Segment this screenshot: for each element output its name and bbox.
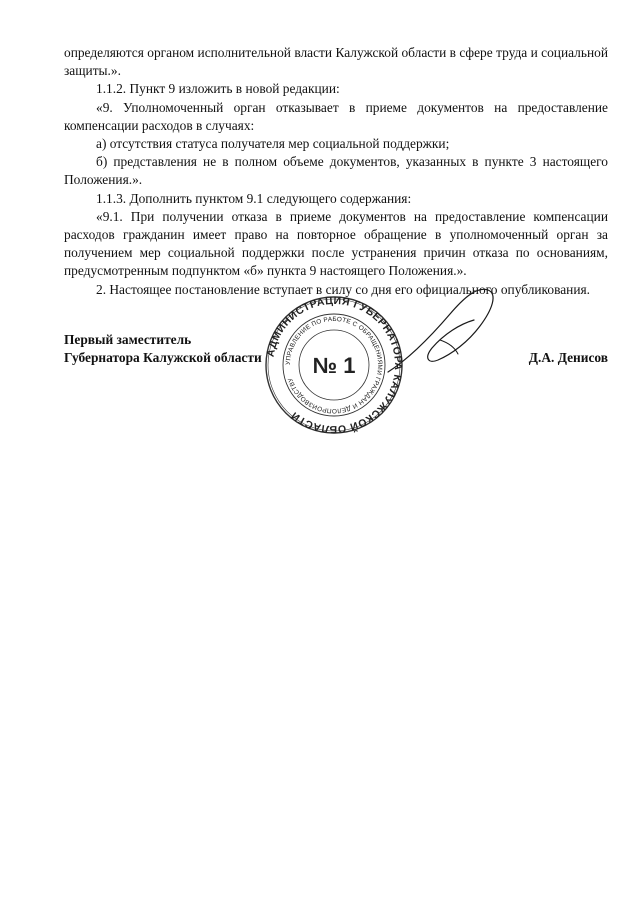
signatory-position xyxy=(64,331,262,367)
paragraph-point-9-1: «9.1. При получении отказа в приеме документов на предоставление компенсации расходов гражданин имеет право на повторное обращение в уполномоченный орган за получением мер социальной поддержки после устранения причин отказа по основаниям, предусмотренным подпунктом «б» пункта 9 настоящего Положения.». xyxy=(64,208,608,279)
paragraph-effective-date: 2. Настоящее постановление вступает в силу со дня его официального опубликования. xyxy=(96,281,590,297)
signatory-position-line-1: Первый заместитель xyxy=(64,332,192,347)
signature-block xyxy=(64,331,608,371)
paragraph-item-1-1-2: 1.1.2. Пункт 9 изложить в новой редакции: xyxy=(96,81,340,97)
seal-inner-ring-text: УПРАВЛЕНИЕ ПО РАБОТЕ С ОБРАЩЕНИЯМИ ГРАЖДАН И ДЕЛОПРОИЗВОДСТВУ xyxy=(284,315,384,415)
paragraph-item-1-1-3: 1.1.3. Дополнить пунктом 9.1 следующего содержания: xyxy=(96,190,412,206)
paragraph-subpoint-b: б) представления не в полном объеме документов, указанных в пункте 3 настоящего Положения.». xyxy=(64,154,608,188)
paragraph-subpoint-a: а) отсутствия статуса получателя мер социальной поддержки; xyxy=(96,136,450,152)
signatory-name: Д.А. Денисов xyxy=(528,350,608,365)
seal-number: № 1 xyxy=(312,353,356,378)
document-body xyxy=(64,44,608,299)
seal-outer-ring-text: АДМИНИСТРАЦИЯ ГУБЕРНАТОРА КАЛУЖСКОЙ ОБЛАСТИ xyxy=(264,295,404,435)
paragraph-point-9: «9. Уполномоченный орган отказывает в приеме документов на предоставление компенсации расходов в случаях: xyxy=(64,99,608,133)
signatory-position-line-2: Губернатора Калужской области xyxy=(64,350,262,365)
paragraph-continuation: определяются органом исполнительной власти Калужской области в сфере труда и социальной защиты.». xyxy=(64,45,608,79)
